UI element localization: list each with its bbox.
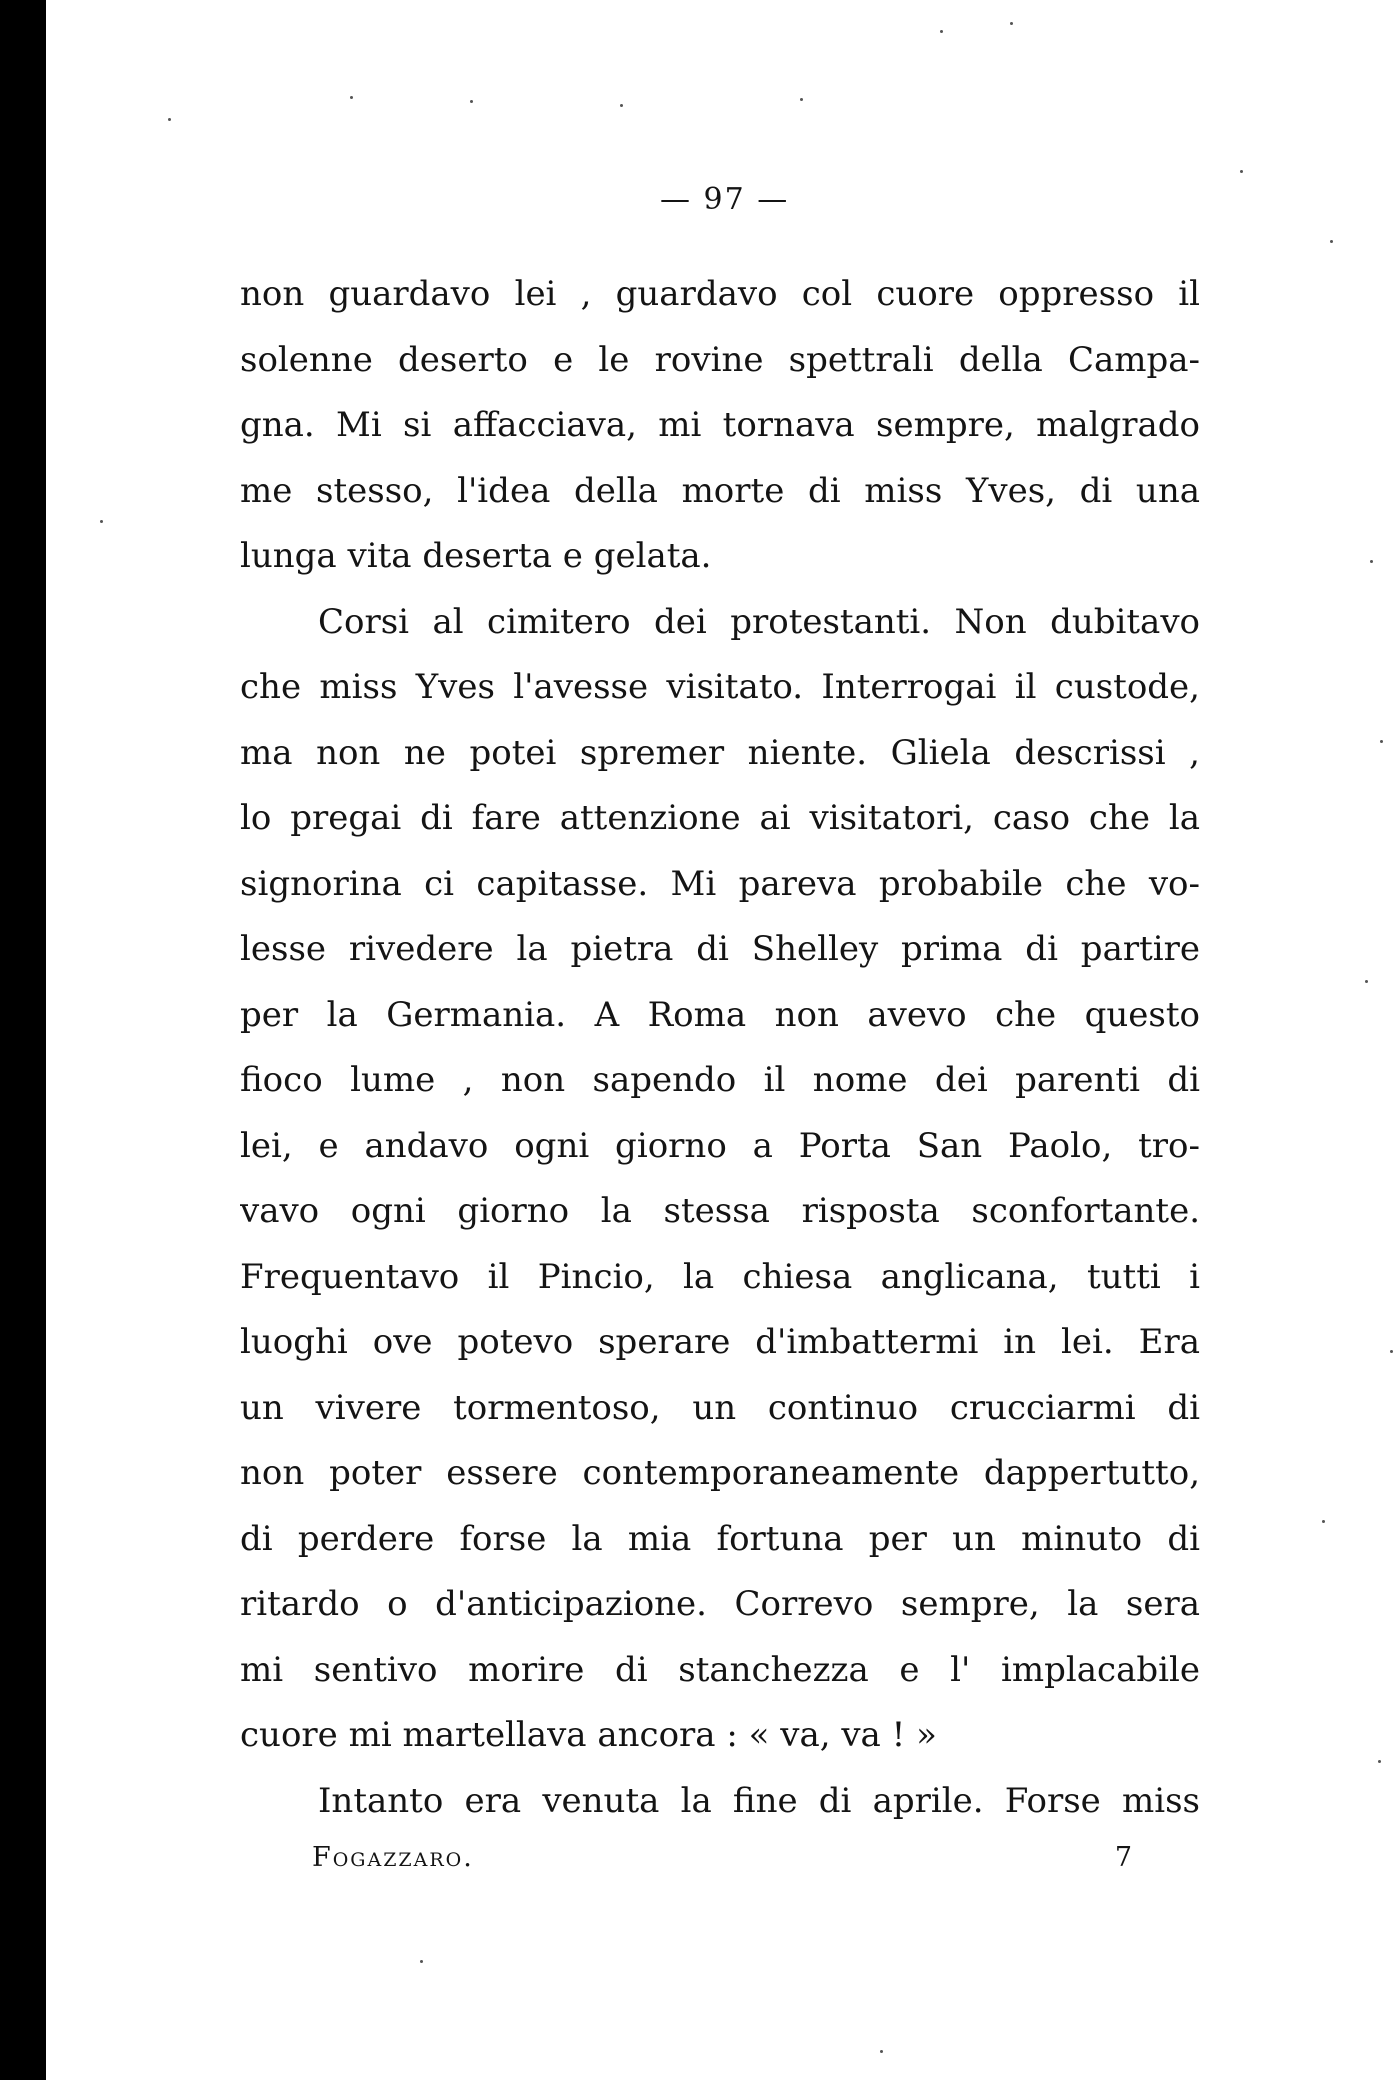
text-line: luoghi ove potevo sperare d'imbattermi in lei. Era [240,1322,1200,1362]
scan-speck [420,1960,423,1963]
text-line: Frequentavo il Pincio, la chiesa anglicana, tutti i [240,1256,1200,1297]
scan-edge-bar [0,0,46,2080]
text-line: lei, e andavo ogni giorno a Porta San Paolo, tro- [240,1125,1200,1166]
scan-speck [620,104,623,107]
scan-speck [470,100,473,103]
scan-speck [1322,1520,1325,1523]
text-line: solenne deserto e le rovine spettrali della Campa- [240,339,1200,380]
text-line: vavo ogni giorno la stessa risposta sconfortante. [240,1191,1200,1231]
text-line: lo pregai di fare attenzione ai visitatori, caso che la [240,798,1200,838]
scan-speck [168,118,171,121]
scan-speck [100,520,103,523]
text-line: gna. Mi si affacciava, mi tornava sempre, malgrado [240,405,1200,445]
scan-speck [1380,740,1383,743]
paragraph-start-line: Intanto era venuta la fine di aprile. Forse miss [318,1780,1200,1821]
text-line: ritardo o d'anticipazione. Correvo sempre, la sera [240,1584,1200,1624]
paragraph-start-line: Corsi al cimitero dei protestanti. Non dubitavo [318,601,1200,642]
paragraph-end-line: lunga vita deserta e gelata. [240,536,712,576]
text-line: che miss Yves l'avesse visitato. Interrogai il custode, [240,667,1200,707]
text-line: lesse rivedere la pietra di Shelley prima di partire [240,929,1200,969]
text-line: di perdere forse la mia fortuna per un minuto di [240,1518,1200,1559]
scan-speck [1010,22,1013,25]
paragraph-end-line: cuore mi martellava ancora : « va, va ! » [240,1715,937,1755]
page-footer [312,1842,1132,1882]
signature-mark: 7 [1114,1842,1132,1873]
text-line: non guardavo lei , guardavo col cuore oppresso il [240,274,1200,314]
scan-speck [1240,170,1243,173]
body-text [240,262,1200,1834]
text-line: signorina ci capitasse. Mi pareva probabile che vo- [240,863,1200,904]
scan-speck [880,2050,883,2053]
scan-speck [940,30,943,33]
text-line: per la Germania. A Roma non avevo che questo [240,994,1200,1035]
footer-author-signature: Fogazzaro. [312,1842,474,1873]
text-line: non poter essere contemporaneamente dappertutto, [240,1453,1200,1493]
text-line: un vivere tormentoso, un continuo crucciarmi di [240,1387,1200,1428]
text-line: fioco lume , non sapendo il nome dei parenti di [240,1060,1200,1100]
scan-speck [1365,980,1368,983]
scan-speck [1390,1350,1393,1353]
scan-speck [1378,1760,1381,1763]
text-line: me stesso, l'idea della morte di miss Yves, di una [240,470,1200,511]
scan-speck [1330,240,1333,243]
scan-speck [1370,560,1373,563]
text-line: mi sentivo morire di stanchezza e l' implacabile [240,1649,1200,1690]
page-number: — 97 — [660,182,790,217]
scan-speck [350,96,353,99]
scan-speck [800,98,803,101]
text-line: ma non ne potei spremer niente. Gliela descrissi , [240,732,1200,773]
